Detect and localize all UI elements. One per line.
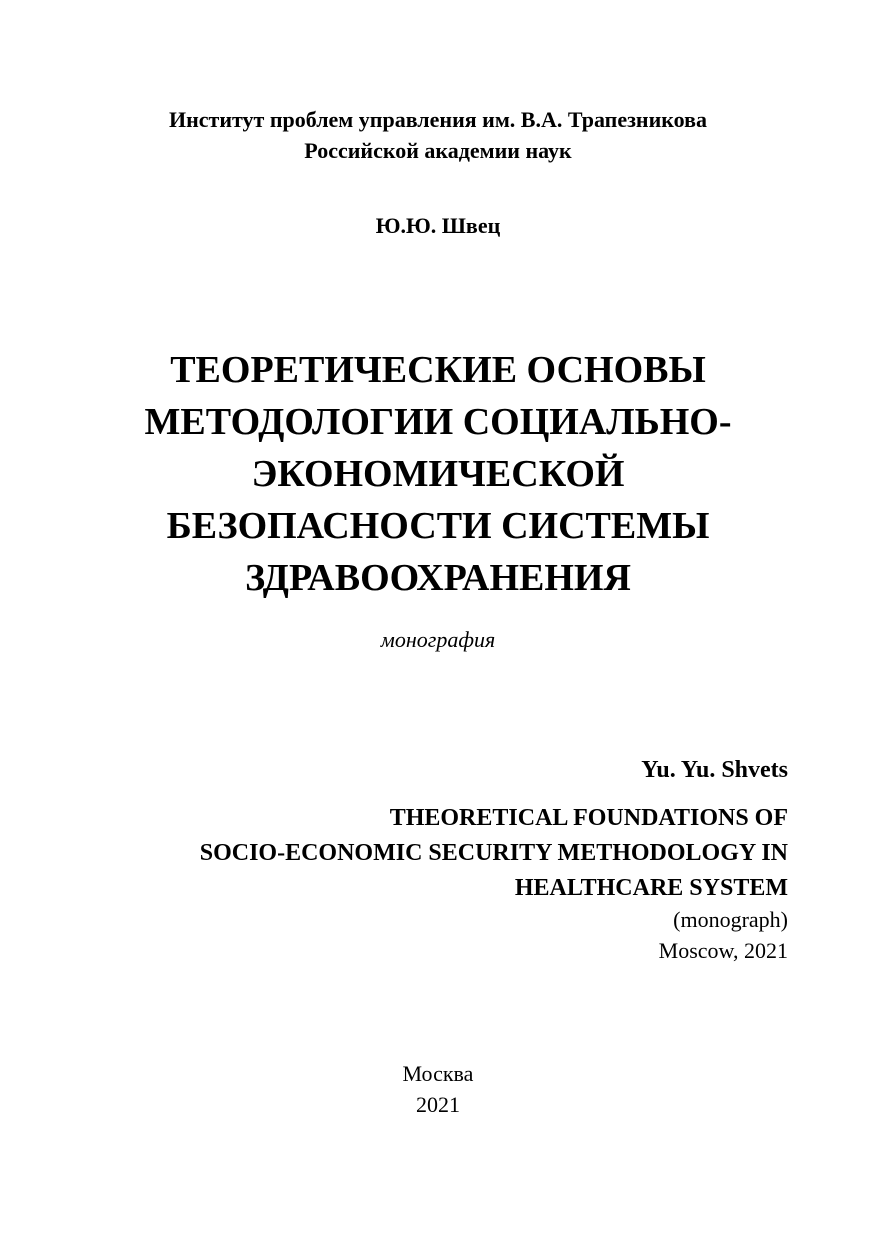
title-en-line-1: THEORETICAL FOUNDATIONS OF <box>389 805 788 831</box>
imprint-city: Москва <box>402 1061 474 1086</box>
book-title-ru <box>0 344 876 604</box>
book-title-en <box>200 801 788 906</box>
title-ru-line-1: ТЕОРЕТИЧЕСКИЕ ОСНОВЫ <box>170 349 706 391</box>
title-en-line-2: SOCIO-ECONOMIC SECURITY METHODOLOGY IN <box>199 840 788 866</box>
title-ru-line-4: БЕЗОПАСНОСТИ СИСТЕМЫ <box>166 505 710 547</box>
title-ru-line-5: ЗДРАВООХРАНЕНИЯ <box>245 557 631 599</box>
imprint-year: 2021 <box>416 1092 460 1117</box>
genre-ru: монография <box>380 627 496 652</box>
author-name-ru: Ю.Ю. Швец <box>375 213 501 238</box>
genre-en: (monograph) <box>673 907 788 932</box>
title-ru-line-2: МЕТОДОЛОГИИ СОЦИАЛЬНО- <box>144 401 732 443</box>
institute-name <box>0 104 876 166</box>
institute-line-1: Институт проблем управления им. В.А. Трапезникова <box>168 107 708 132</box>
place-year-en: Moscow, 2021 <box>658 938 788 963</box>
title-en-line-3: HEALTHCARE SYSTEM <box>514 875 788 901</box>
author-name-en: Yu. Yu. Shvets <box>641 757 788 783</box>
institute-line-2: Российской академии наук <box>304 138 572 163</box>
title-ru-line-3: ЭКОНОМИЧЕСКОЙ <box>251 453 625 495</box>
